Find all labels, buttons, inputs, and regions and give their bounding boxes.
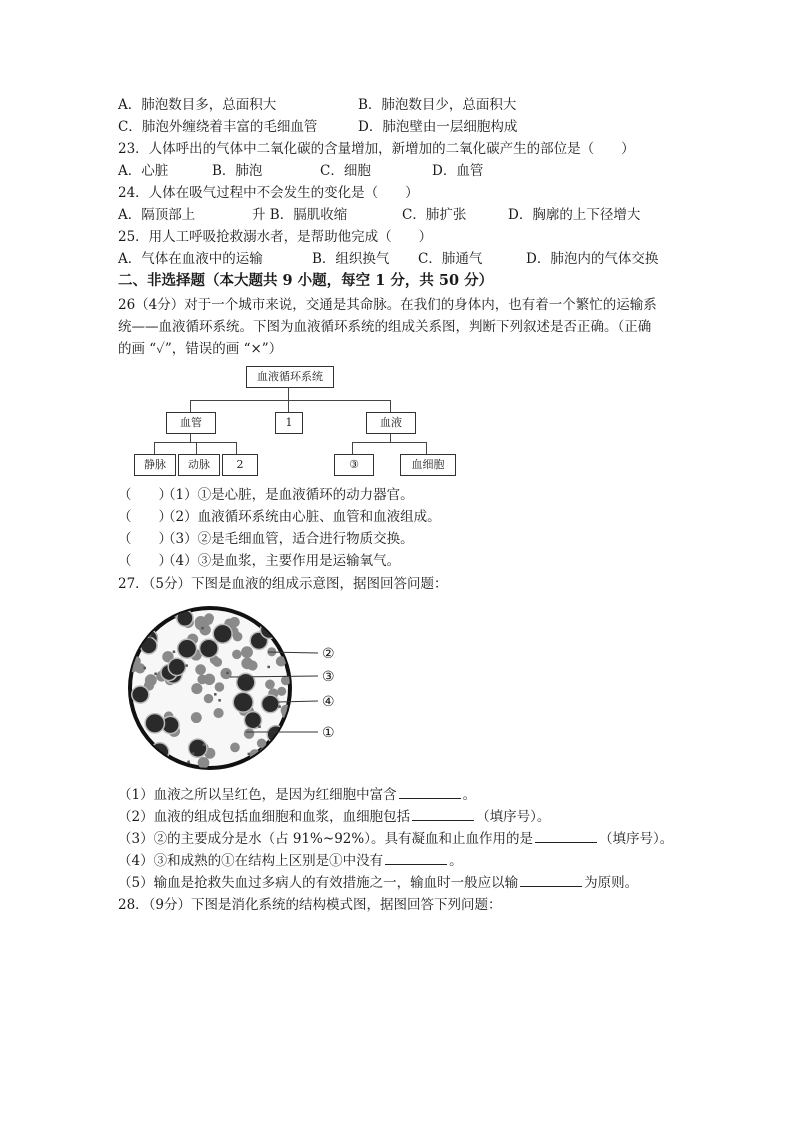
diagram-box-1: 1 bbox=[275, 412, 303, 434]
platelet bbox=[258, 725, 261, 728]
blood-cell bbox=[262, 695, 280, 713]
platelet bbox=[218, 699, 221, 702]
diagram-box-3: ③ bbox=[334, 454, 374, 476]
blood-cell bbox=[140, 751, 150, 761]
diagram-connector bbox=[190, 400, 191, 412]
diagram-connector bbox=[190, 400, 390, 401]
q27-part-4-tail: 。 bbox=[449, 853, 463, 869]
diagram-vein-box: 静脉 bbox=[134, 454, 176, 476]
blood-cell bbox=[241, 657, 253, 669]
answer-blank[interactable] bbox=[412, 808, 474, 821]
q26-item-text: （3）②是毛细血管，适合进行物质交换。 bbox=[162, 531, 414, 547]
q24-option-d: D．胸廓的上下径增大 bbox=[508, 207, 641, 223]
blood-cell bbox=[178, 639, 197, 658]
q26-item-1 bbox=[118, 486, 414, 504]
blood-cell bbox=[132, 686, 149, 703]
diagram-connector bbox=[352, 442, 353, 454]
blood-cell bbox=[200, 639, 219, 658]
blood-label-4: ④ bbox=[322, 694, 335, 710]
blood-cell bbox=[233, 692, 253, 712]
blood-label-3: ③ bbox=[322, 669, 335, 685]
q25-stem: 25．用人工呼吸抢救溺水者，是帮助他完成（ ） bbox=[118, 229, 433, 245]
q26-stem-line3: 的画 “✓”，错误的画 “×”） bbox=[118, 341, 283, 357]
blood-cell bbox=[213, 708, 223, 718]
blood-cell bbox=[241, 646, 253, 658]
q22-option-d: D．肺泡壁由一层细胞构成 bbox=[358, 119, 518, 135]
answer-blank[interactable] bbox=[520, 874, 582, 887]
diagram-connector bbox=[288, 400, 289, 412]
blood-cell bbox=[233, 632, 243, 642]
q28-stem: 28．（9分）下图是消化系统的结构模式图，据图回答下列问题： bbox=[118, 897, 502, 913]
q27-part-1 bbox=[118, 786, 476, 804]
q27-part-3-tail: （填序号）。 bbox=[598, 831, 674, 847]
blood-smear-illustration bbox=[118, 600, 358, 780]
diagram-connector bbox=[390, 400, 391, 412]
q22-option-b: B．肺泡数目少，总面积大 bbox=[358, 97, 517, 113]
q27-part-1-text: （1）血液之所以呈红色，是因为红细胞中富含 bbox=[118, 787, 397, 803]
blood-cell bbox=[195, 616, 207, 628]
answer-blank[interactable] bbox=[535, 830, 597, 843]
blood-cell bbox=[189, 739, 207, 757]
q27-part-2-text: （2）血液的组成包括血细胞和血浆，血细胞包括 bbox=[118, 809, 411, 825]
q27-part-5-text: （5）输血是抢救失血过多病人的有效措施之一，输血时一般应以输 bbox=[118, 875, 519, 891]
blood-cell bbox=[277, 751, 289, 763]
diagram-connector bbox=[390, 433, 391, 442]
platelet bbox=[267, 666, 270, 669]
q26-item-text: （2）血液循环系统由心脏、血管和血液组成。 bbox=[162, 509, 441, 525]
q22-option-a: A．肺泡数目多，总面积大 bbox=[118, 97, 277, 113]
blood-cell bbox=[260, 621, 278, 639]
blood-cell bbox=[139, 743, 150, 754]
diagram-connector bbox=[426, 442, 427, 454]
diagram-artery-box: 动脉 bbox=[178, 454, 220, 476]
q23-option-b: B．肺泡 bbox=[212, 163, 263, 179]
answer-blank[interactable] bbox=[385, 852, 447, 865]
diagram-connector bbox=[288, 387, 289, 400]
blood-cell bbox=[140, 637, 157, 654]
platelet bbox=[214, 693, 217, 696]
platelet bbox=[187, 761, 190, 764]
diagram-root-box: 血液循环系统 bbox=[246, 366, 334, 388]
q27-part-5-tail: 为原则。 bbox=[584, 875, 639, 891]
blood-cell bbox=[277, 687, 286, 696]
platelet bbox=[226, 672, 229, 675]
q25-option-a: A．气体在血液中的运输 bbox=[118, 251, 263, 267]
blood-cell bbox=[265, 680, 275, 690]
diagram-connector bbox=[236, 442, 237, 454]
blood-cell bbox=[198, 757, 210, 769]
platelet bbox=[203, 744, 206, 747]
blood-cell bbox=[191, 712, 202, 723]
q27-part-5 bbox=[118, 874, 638, 892]
q24-option-a: A．隔顶部上 bbox=[118, 207, 196, 223]
q24-option-c: C．肺扩张 bbox=[402, 207, 467, 223]
blood-cell bbox=[195, 664, 206, 675]
platelet bbox=[144, 667, 147, 670]
diagram-blood-box: 血液 bbox=[366, 412, 416, 434]
blood-cell bbox=[191, 683, 202, 694]
blood-cell bbox=[281, 676, 291, 686]
blood-cell bbox=[139, 608, 150, 619]
q23-option-d: D．血管 bbox=[432, 163, 484, 179]
platelet bbox=[248, 753, 251, 756]
answer-paren[interactable]: （ ） bbox=[118, 509, 172, 525]
q26-item-4 bbox=[118, 552, 400, 570]
section-heading: 二、非选择题（本大题共 9 小题，每空 1 分，共 50 分） bbox=[118, 272, 494, 289]
q27-part-1-tail: 。 bbox=[462, 787, 477, 803]
answer-paren[interactable]: （ ） bbox=[118, 531, 172, 547]
q27-stem: 27．（5分）下图是血液的组成示意图，据图回答问题： bbox=[118, 576, 448, 592]
diagram-connector bbox=[154, 442, 236, 443]
q27-part-4-text: （4）③和成熟的①在结构上区别是①中没有 bbox=[118, 853, 384, 869]
diagram-connector bbox=[190, 433, 191, 442]
platelet bbox=[192, 752, 195, 755]
blood-label-1: ① bbox=[322, 725, 335, 741]
blood-cell bbox=[204, 694, 213, 703]
blood-cell bbox=[145, 714, 164, 733]
diagram-vessel-box: 血管 bbox=[166, 412, 216, 434]
blood-cell bbox=[215, 682, 225, 692]
q25-option-b: B．组织换气 bbox=[312, 251, 390, 267]
q24-stem: 24．人体在吸气过程中不会发生的变化是（ ） bbox=[118, 185, 419, 201]
blood-cell bbox=[244, 728, 255, 739]
blood-cell bbox=[128, 724, 138, 734]
diagram-connector bbox=[352, 442, 426, 443]
q26-item-3 bbox=[118, 530, 414, 548]
q25-option-d: D．肺泡内的气体交换 bbox=[526, 251, 659, 267]
q23-option-a: A．心脏 bbox=[118, 163, 169, 179]
q24-option-b: 升 B．膈肌收缩 bbox=[252, 207, 348, 223]
q23-stem: 23．人体呼出的气体中二氧化碳的含量增加，新增加的二氧化碳产生的部位是（ ） bbox=[118, 141, 635, 157]
platelet bbox=[173, 651, 176, 654]
platelet bbox=[278, 705, 281, 708]
blood-cell bbox=[168, 658, 185, 675]
answer-blank[interactable] bbox=[399, 786, 461, 799]
platelet bbox=[154, 673, 157, 676]
q23-option-c: C．细胞 bbox=[320, 163, 371, 179]
q26-stem-line2: 统——血液循环系统。下图为血液循环系统的组成关系图，判断下列叙述是否正确。（正确 bbox=[118, 319, 652, 335]
blood-cell bbox=[197, 675, 207, 685]
blood-cell bbox=[213, 624, 232, 643]
diagram-connector bbox=[196, 442, 197, 454]
q26-item-text: （1）①是心脏，是血液循环的动力器官。 bbox=[162, 487, 414, 503]
circulation-tree-diagram bbox=[120, 360, 460, 482]
blood-cell bbox=[134, 752, 146, 764]
answer-paren[interactable]: （ ） bbox=[118, 553, 172, 569]
diagram-connector bbox=[154, 442, 155, 454]
q27-part-3 bbox=[118, 830, 673, 848]
blood-label-2: ② bbox=[322, 646, 335, 662]
diagram-box-2: 2 bbox=[222, 454, 258, 476]
q27-part-3-text: （3）②的主要成分是水（占 91%~92%）。具有凝血和止血作用的是 bbox=[118, 831, 533, 847]
q26-item-2 bbox=[118, 508, 441, 526]
blood-cell bbox=[232, 650, 242, 660]
platelet bbox=[201, 627, 204, 630]
q22-option-c: C．肺泡外缠绕着丰富的毛细血管 bbox=[118, 119, 318, 135]
q26-item-text: （4）③是血浆，主要作用是运输氧气。 bbox=[162, 553, 401, 569]
blood-cell bbox=[237, 673, 255, 691]
diagram-cell-box: 血细胞 bbox=[400, 454, 456, 476]
q27-part-2-tail: （填序号）。 bbox=[476, 809, 551, 825]
answer-paren[interactable]: （ ） bbox=[118, 487, 172, 503]
q25-option-c: C．肺通气 bbox=[418, 251, 483, 267]
blood-cell bbox=[230, 743, 240, 753]
platelet bbox=[185, 664, 188, 667]
blood-cell bbox=[140, 616, 150, 626]
q26-stem-line1: 26（4分）对于一个城市来说，交通是其命脉。在我们的身体内，也有着一个繁忙的运输系 bbox=[118, 297, 657, 313]
q27-part-4 bbox=[118, 852, 463, 870]
q27-part-2 bbox=[118, 808, 550, 826]
